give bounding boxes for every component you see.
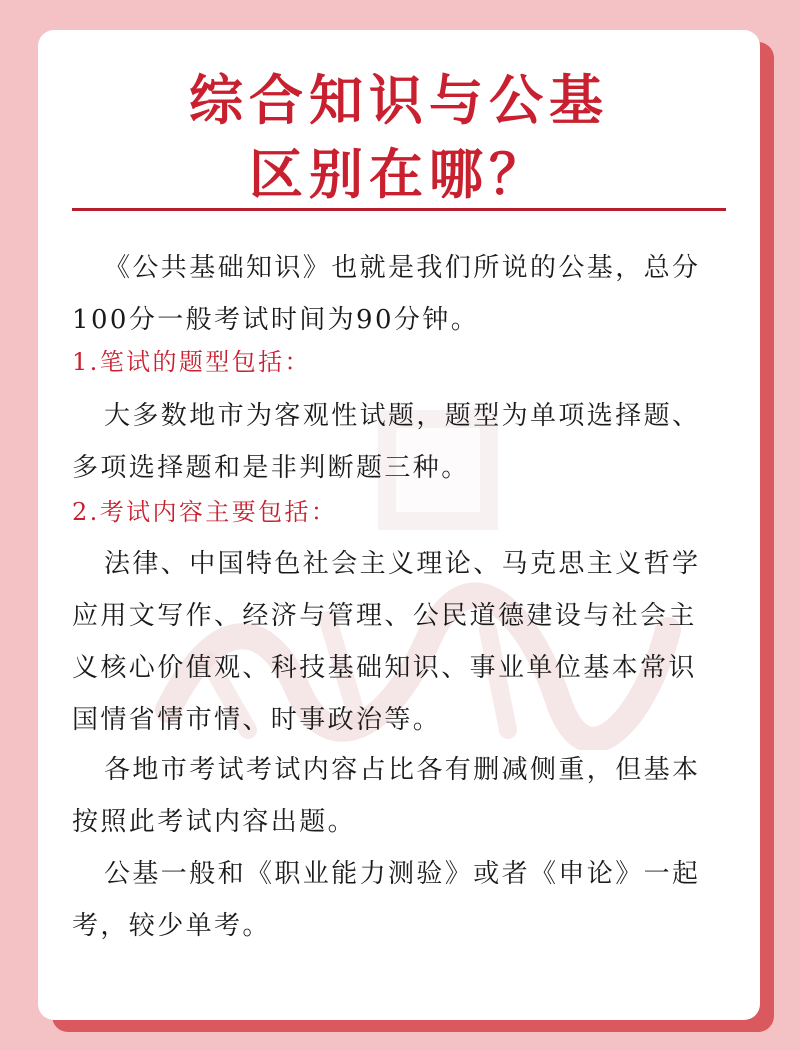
section-1-heading: 1.笔试的题型包括：	[72, 348, 311, 376]
section-2-body: 法律、中国特色社会主义理论、马克思主义哲学应用文写作、经济与管理、公民道德建设与社会主义核心价值观、科技基础知识、事业单位基本常识国情省情市情、时事政治等。	[72, 549, 701, 735]
note-paragraph: 各地市考试考试内容占比各有删减侧重，但基本按照此考试内容出题。	[72, 755, 701, 837]
section-1-body: 大多数地市为客观性试题，题型为单项选择题、多项选择题和是非判断题三种。	[72, 401, 701, 483]
title-divider	[72, 208, 726, 211]
section-2-heading: 2.考试内容主要包括：	[72, 498, 338, 526]
title-line-1: 综合知识与公基	[189, 69, 609, 132]
content-card	[38, 30, 760, 1020]
closing-paragraph: 公基一般和《职业能力测验》或者《申论》一起考，较少单考。	[72, 859, 701, 941]
intro-paragraph: 《公共基础知识》也就是我们所说的公基，总分100分一般考试时间为90分钟。	[72, 253, 701, 335]
title-line-2: 区别在哪？	[249, 143, 549, 206]
